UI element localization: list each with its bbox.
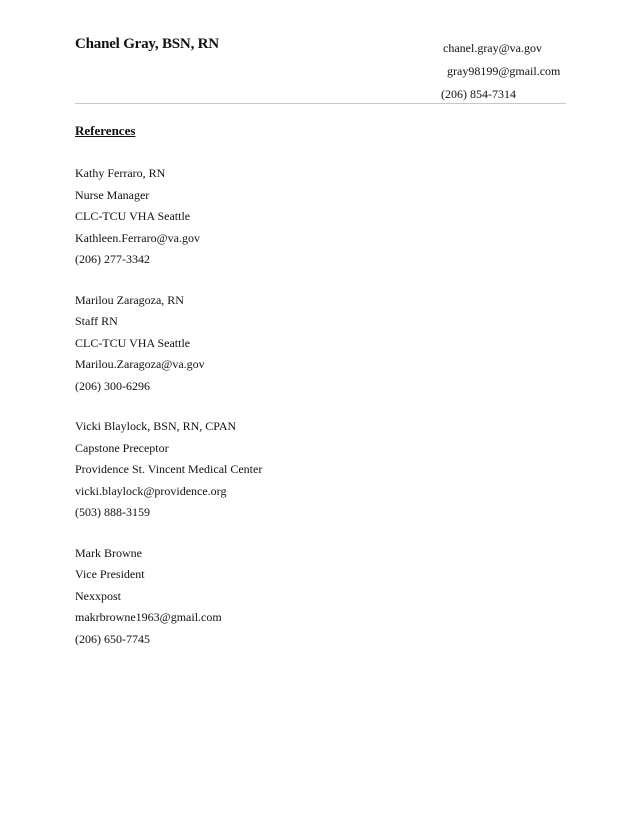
- reference-email: makrbrowne1963@gmail.com: [75, 610, 222, 624]
- reference-title: Staff RN: [75, 314, 118, 328]
- reference-phone: (206) 650-7745: [75, 631, 150, 646]
- reference-entry: [75, 416, 555, 524]
- references-list: [75, 163, 555, 669]
- personal-email: gray98199@gmail.com: [447, 64, 561, 78]
- reference-organization: Nexxpost: [75, 588, 121, 603]
- reference-email: Kathleen.Ferraro@va.gov: [75, 230, 201, 245]
- reference-organization: CLC-TCU VHA Seattle: [75, 335, 191, 350]
- reference-organization: CLC-TCU VHA Seattle: [75, 209, 191, 223]
- candidate-name: Chanel Gray, BSN, RN: [75, 36, 219, 52]
- work-email: chanel.gray@va.gov: [443, 41, 543, 55]
- section-title: References: [75, 123, 136, 138]
- reference-organization: Providence St. Vincent Medical Center: [75, 462, 263, 476]
- reference-title: Capstone Preceptor: [75, 440, 169, 455]
- reference-entry: [75, 543, 555, 651]
- reference-email: vicki.blaylock@providence.org: [75, 483, 227, 498]
- phone-number: (206) 854-7314: [441, 87, 516, 101]
- reference-name: Kathy Ferraro, RN: [75, 166, 166, 180]
- reference-phone: (206) 277-3342: [75, 252, 150, 266]
- reference-name: Marilou Zaragoza, RN: [75, 292, 184, 307]
- reference-entry: [75, 290, 555, 398]
- reference-entry: [75, 163, 555, 271]
- reference-title: Nurse Manager: [75, 187, 150, 202]
- header-divider: [75, 103, 566, 104]
- reference-name: Mark Browne: [75, 545, 142, 560]
- reference-title: Vice President: [75, 567, 145, 581]
- reference-phone: (206) 300-6296: [75, 378, 150, 393]
- reference-email: Marilou.Zaragoza@va.gov: [75, 357, 205, 371]
- reference-name: Vicki Blaylock, BSN, RN, CPAN: [75, 419, 237, 433]
- reference-phone: (503) 888-3159: [75, 505, 150, 519]
